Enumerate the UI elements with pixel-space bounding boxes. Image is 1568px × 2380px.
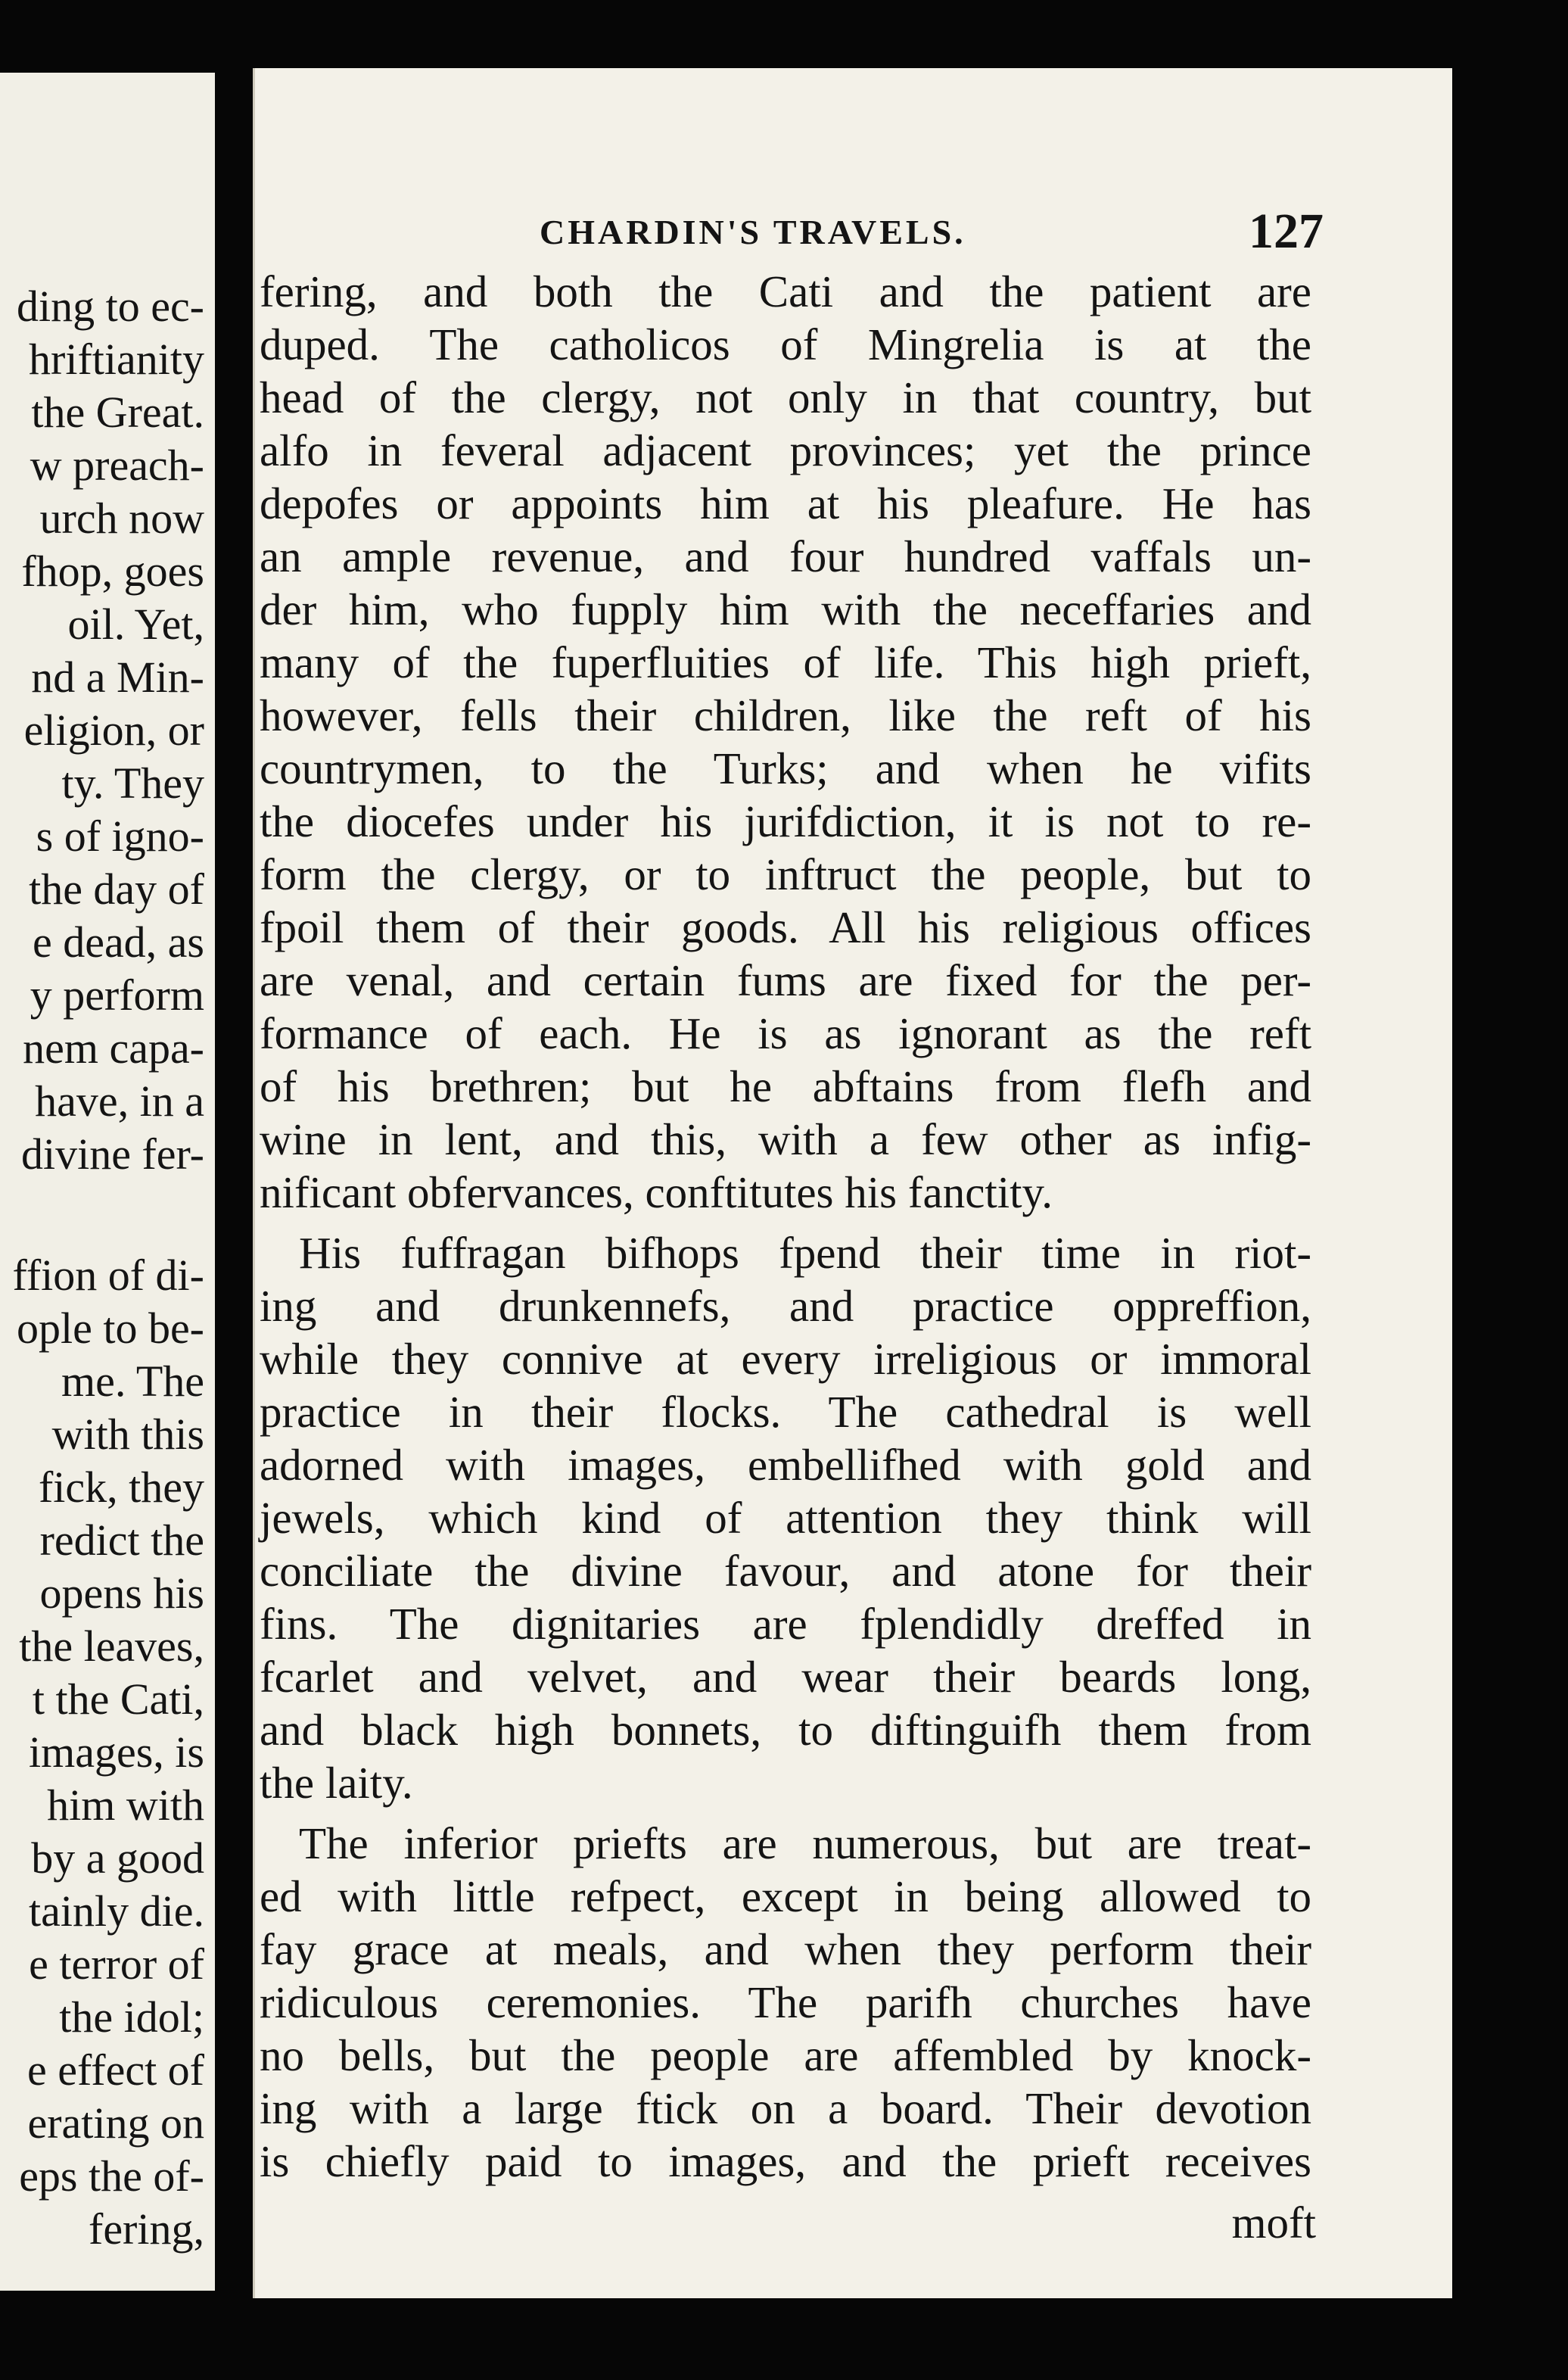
left-page-line: urch now bbox=[39, 494, 204, 543]
text-line: many of the fuperfluities of life. This high prieft, bbox=[260, 637, 1311, 687]
text-line: an ample revenue, and four hundred vaffals un- bbox=[260, 531, 1311, 581]
left-page-line: eligion, or bbox=[23, 706, 204, 755]
text-line: nificant obfervances, conftitutes his fanctity. bbox=[260, 1167, 1053, 1217]
text-line: is chiefly paid to images, and the prieft receives bbox=[260, 2136, 1311, 2186]
left-page-line: tainly die. bbox=[29, 1886, 204, 1936]
left-page-line: fick, they bbox=[38, 1463, 204, 1512]
text-line: depofes or appoints him at his pleafure. He has bbox=[260, 478, 1311, 528]
left-page-line: fhop, goes bbox=[21, 547, 204, 596]
left-page-line: s of igno- bbox=[36, 812, 204, 861]
text-line: of his brethren; but he abftains from flefh and bbox=[260, 1061, 1311, 1111]
page-header bbox=[255, 203, 1452, 263]
left-page-line: ty. They bbox=[61, 759, 204, 808]
left-page-line: y perform bbox=[30, 970, 204, 1020]
left-page-line: t the Cati, bbox=[32, 1674, 204, 1724]
left-page-line: me. The bbox=[61, 1357, 204, 1406]
left-page-line: w preach- bbox=[30, 441, 204, 490]
text-line: der him, who fupply him with the neceffaries and bbox=[260, 584, 1311, 634]
left-page-line: e terror of bbox=[29, 1939, 204, 1989]
left-page-fragment bbox=[0, 73, 215, 2291]
left-page-line: the day of bbox=[29, 864, 204, 914]
text-line: head of the clergy, not only in that country, but bbox=[260, 372, 1311, 422]
page-number: 127 bbox=[1249, 204, 1324, 259]
catchword: moft bbox=[1231, 2198, 1316, 2248]
text-line: fcarlet and velvet, and wear their beards long, bbox=[260, 1652, 1311, 1702]
text-line: fpoil them of their goods. All his religious offices bbox=[260, 902, 1311, 952]
text-line: ed with little refpect, except in being allowed to bbox=[260, 1871, 1311, 1921]
left-page-line: erating on bbox=[27, 2098, 204, 2148]
text-line: The inferior priefts are numerous, but are treat- bbox=[299, 1818, 1311, 1868]
text-line: ridiculous ceremonies. The parifh churches have bbox=[260, 1977, 1311, 2027]
left-page-line: him with bbox=[47, 1780, 204, 1830]
left-page-line: the Great. bbox=[31, 388, 204, 437]
left-page-line: have, in a bbox=[35, 1076, 204, 1126]
text-line: form the clergy, or to inftruct the people, but to bbox=[260, 849, 1311, 899]
text-line: alfo in feveral adjacent provinces; yet the prince bbox=[260, 425, 1311, 475]
left-page-line: opens his bbox=[39, 1568, 204, 1618]
text-line: conciliate the divine favour, and atone for their bbox=[260, 1546, 1311, 1596]
text-line: the diocefes under his jurifdiction, it is not to re- bbox=[260, 796, 1311, 846]
left-page-line: e effect of bbox=[27, 2045, 204, 2095]
text-line: jewels, which kind of attention they think will bbox=[260, 1493, 1311, 1543]
text-line: formance of each. He is as ignorant as the reft bbox=[260, 1008, 1311, 1058]
left-page-line: ffion of di- bbox=[12, 1251, 204, 1300]
text-line: ing and drunkennefs, and practice oppreffion, bbox=[260, 1281, 1311, 1331]
left-page-line: the idol; bbox=[59, 1992, 204, 2042]
left-page-line: divine fer- bbox=[21, 1129, 204, 1179]
left-page-line: images, is bbox=[29, 1727, 204, 1777]
main-page bbox=[253, 68, 1452, 2298]
text-line: practice in their flocks. The cathedral is well bbox=[260, 1387, 1311, 1437]
left-page-line: the leaves, bbox=[19, 1621, 204, 1671]
left-page-line: e dead, as bbox=[32, 917, 204, 967]
text-line: adorned with images, embellifhed with gold and bbox=[260, 1440, 1311, 1490]
text-line: while they connive at every irreligious or immoral bbox=[260, 1334, 1311, 1384]
text-line: countrymen, to the Turks; and when he vifits bbox=[260, 743, 1311, 793]
left-page-line: with this bbox=[51, 1410, 204, 1459]
text-line: however, fells their children, like the reft of his bbox=[260, 690, 1311, 740]
text-line: His fuffragan bifhops fpend their time in riot- bbox=[299, 1228, 1311, 1278]
left-page-line: eps the of- bbox=[19, 2151, 204, 2201]
left-page-line: nem capa- bbox=[23, 1023, 204, 1073]
left-page-line: hriftianity bbox=[29, 335, 204, 384]
text-line: are venal, and certain fums are fixed for the per- bbox=[260, 955, 1311, 1005]
left-page-line: redict the bbox=[39, 1516, 204, 1565]
text-line: no bells, but the people are affembled by knock- bbox=[260, 2030, 1311, 2080]
text-line: fins. The dignitaries are fplendidly dreffed in bbox=[260, 1599, 1311, 1649]
text-line: ing with a large ftick on a board. Their devotion bbox=[260, 2083, 1311, 2133]
left-page-line: by a good bbox=[31, 1833, 204, 1883]
text-line: duped. The catholicos of Mingrelia is at the bbox=[260, 319, 1311, 369]
text-line: fering, and both the Cati and the patient are bbox=[260, 266, 1311, 316]
running-title: CHARDIN'S TRAVELS. bbox=[540, 213, 966, 251]
left-page-line: oil. Yet, bbox=[67, 600, 204, 649]
text-line: fay grace at meals, and when they perform their bbox=[260, 1924, 1311, 1974]
left-page-line: ding to ec- bbox=[16, 282, 204, 331]
left-page-line: fering, bbox=[89, 2204, 204, 2254]
left-page-line: nd a Min- bbox=[31, 653, 204, 702]
left-page-line: ople to be- bbox=[16, 1304, 204, 1353]
text-line: wine in lent, and this, with a few other as infig- bbox=[260, 1114, 1311, 1164]
text-line: and black high bonnets, to diftinguifh them from bbox=[260, 1705, 1311, 1755]
text-line: the laity. bbox=[260, 1758, 413, 1808]
